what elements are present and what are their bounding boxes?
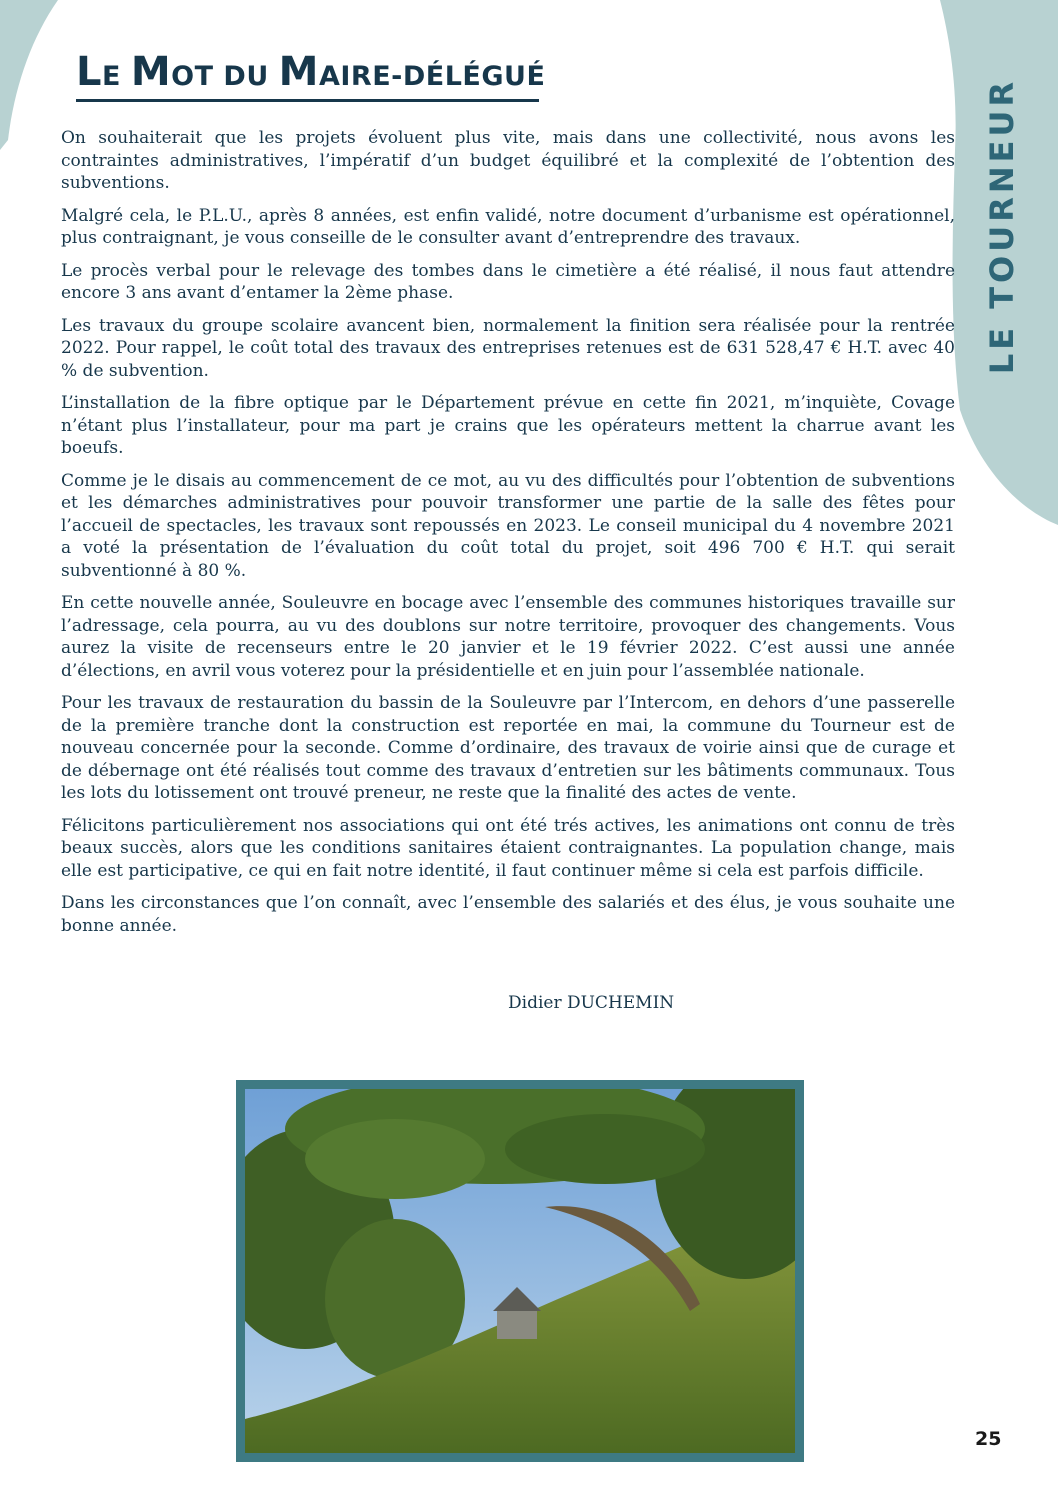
section-side-label: LE TOURNEUR — [983, 77, 1021, 375]
paragraph: L’installation de la fibre optique par le Département prévue en cette fin 2021, m’inquiète, Covage n’étant plus l’installateur, pour ma part je crains que les opérateurs mettent la charrue avant les boeufs. — [61, 393, 955, 458]
paragraph: Le procès verbal pour le relevage des tombes dans le cimetière a été réalisé, il nous faut attendre encore 3 ans avant d’entamer la 2ème phase. — [61, 260, 955, 303]
paragraph: Comme je le disais au commencement de ce mot, au vu des difficultés pour l’obtention de subventions et les démarches administratives pour pouvoir transformer une partie de la salle des fêtes pour l’accueil de spectacles, les travaux sont repoussés en 2023. Le conseil municipal du 4 novembre 2021 a voté la présentation de l’évaluation du coût total du projet, soit 496 700 € H.T. qui serait subventionné à 80 %. — [61, 470, 955, 581]
title-initial: M — [278, 49, 319, 95]
top-left-blob — [0, 0, 58, 150]
title-initial: M — [130, 49, 172, 95]
title-text: AIRE-DÉLÉGUÉ — [318, 61, 546, 92]
paragraph: On souhaiterait que les projets évoluent plus vite, mais dans une collectivité, nous avons les contraintes administratives, l’impératif d’un budget équilibré et la complexité de l’obtention des subventions. — [61, 128, 955, 193]
title-underline — [76, 99, 539, 102]
paragraph: Malgré cela, le P.L.U., après 8 années, est enfin validé, notre document d’urbanisme est opérationnel, plus contraignant, je vous conseille de le consulter avant d’entreprendre des travaux. — [61, 205, 955, 248]
paragraph: Pour les travaux de restauration du bassin de la Souleuvre par l’Intercom, en dehors d’une passerelle de la première tranche dont la construction est reportée en mai, la commune du Tourneur est de nouveau concernée pour la seconde. Comme d’ordinaire, des travaux de voirie ainsi que de curage et de débernage ont été réalisés tout comme des travaux d’entretien sur les bâtiments communaux. Tous les lots du lotissement ont trouvé preneur, ne reste que la finalité des actes de vente. — [61, 693, 955, 803]
landscape-photo — [245, 1089, 795, 1453]
title-text: OT DU — [171, 61, 279, 92]
signature: Didier DUCHEMIN — [508, 993, 675, 1013]
paragraph: Félicitons particulièrement nos associations qui ont été trés actives, les animations ont connu de très beaux succès, alors que les conditions sanitaires étaient contraignantes. La population change, mais elle est participative, ce qui en fait notre identité, il faut continuer même si cela est parfois difficile. — [61, 815, 955, 881]
title-text: E — [102, 61, 131, 92]
page-number: 25 — [975, 1428, 1002, 1450]
photo-frame — [236, 1080, 804, 1462]
title-initial: L — [76, 49, 102, 95]
article-body — [61, 127, 955, 947]
paragraph: En cette nouvelle année, Souleuvre en bocage avec l’ensemble des communes historiques travaille sur l’adressage, cela pourra, au vu des doublons sur notre territoire, provoquer des changements. Vous aurez la visite de recenseurs entre le 20 janvier et le 19 février 2022. C’est aussi une année d’élections, en avril vous voterez pour la présidentielle et en juin pour l’assemblée nationale. — [61, 593, 955, 681]
paragraph: Dans les circonstances que l’on connaît, avec l’ensemble des salariés et des élus, je vous souhaite une bonne année. — [61, 893, 955, 936]
paragraph: Les travaux du groupe scolaire avancent bien, normalement la finition sera réalisée pour la rentrée 2022. Pour rappel, le coût total des travaux des entreprises retenues est de 631 528,47 € H.T. avec 40 % de subvention. — [61, 315, 955, 381]
page-title — [76, 49, 546, 95]
